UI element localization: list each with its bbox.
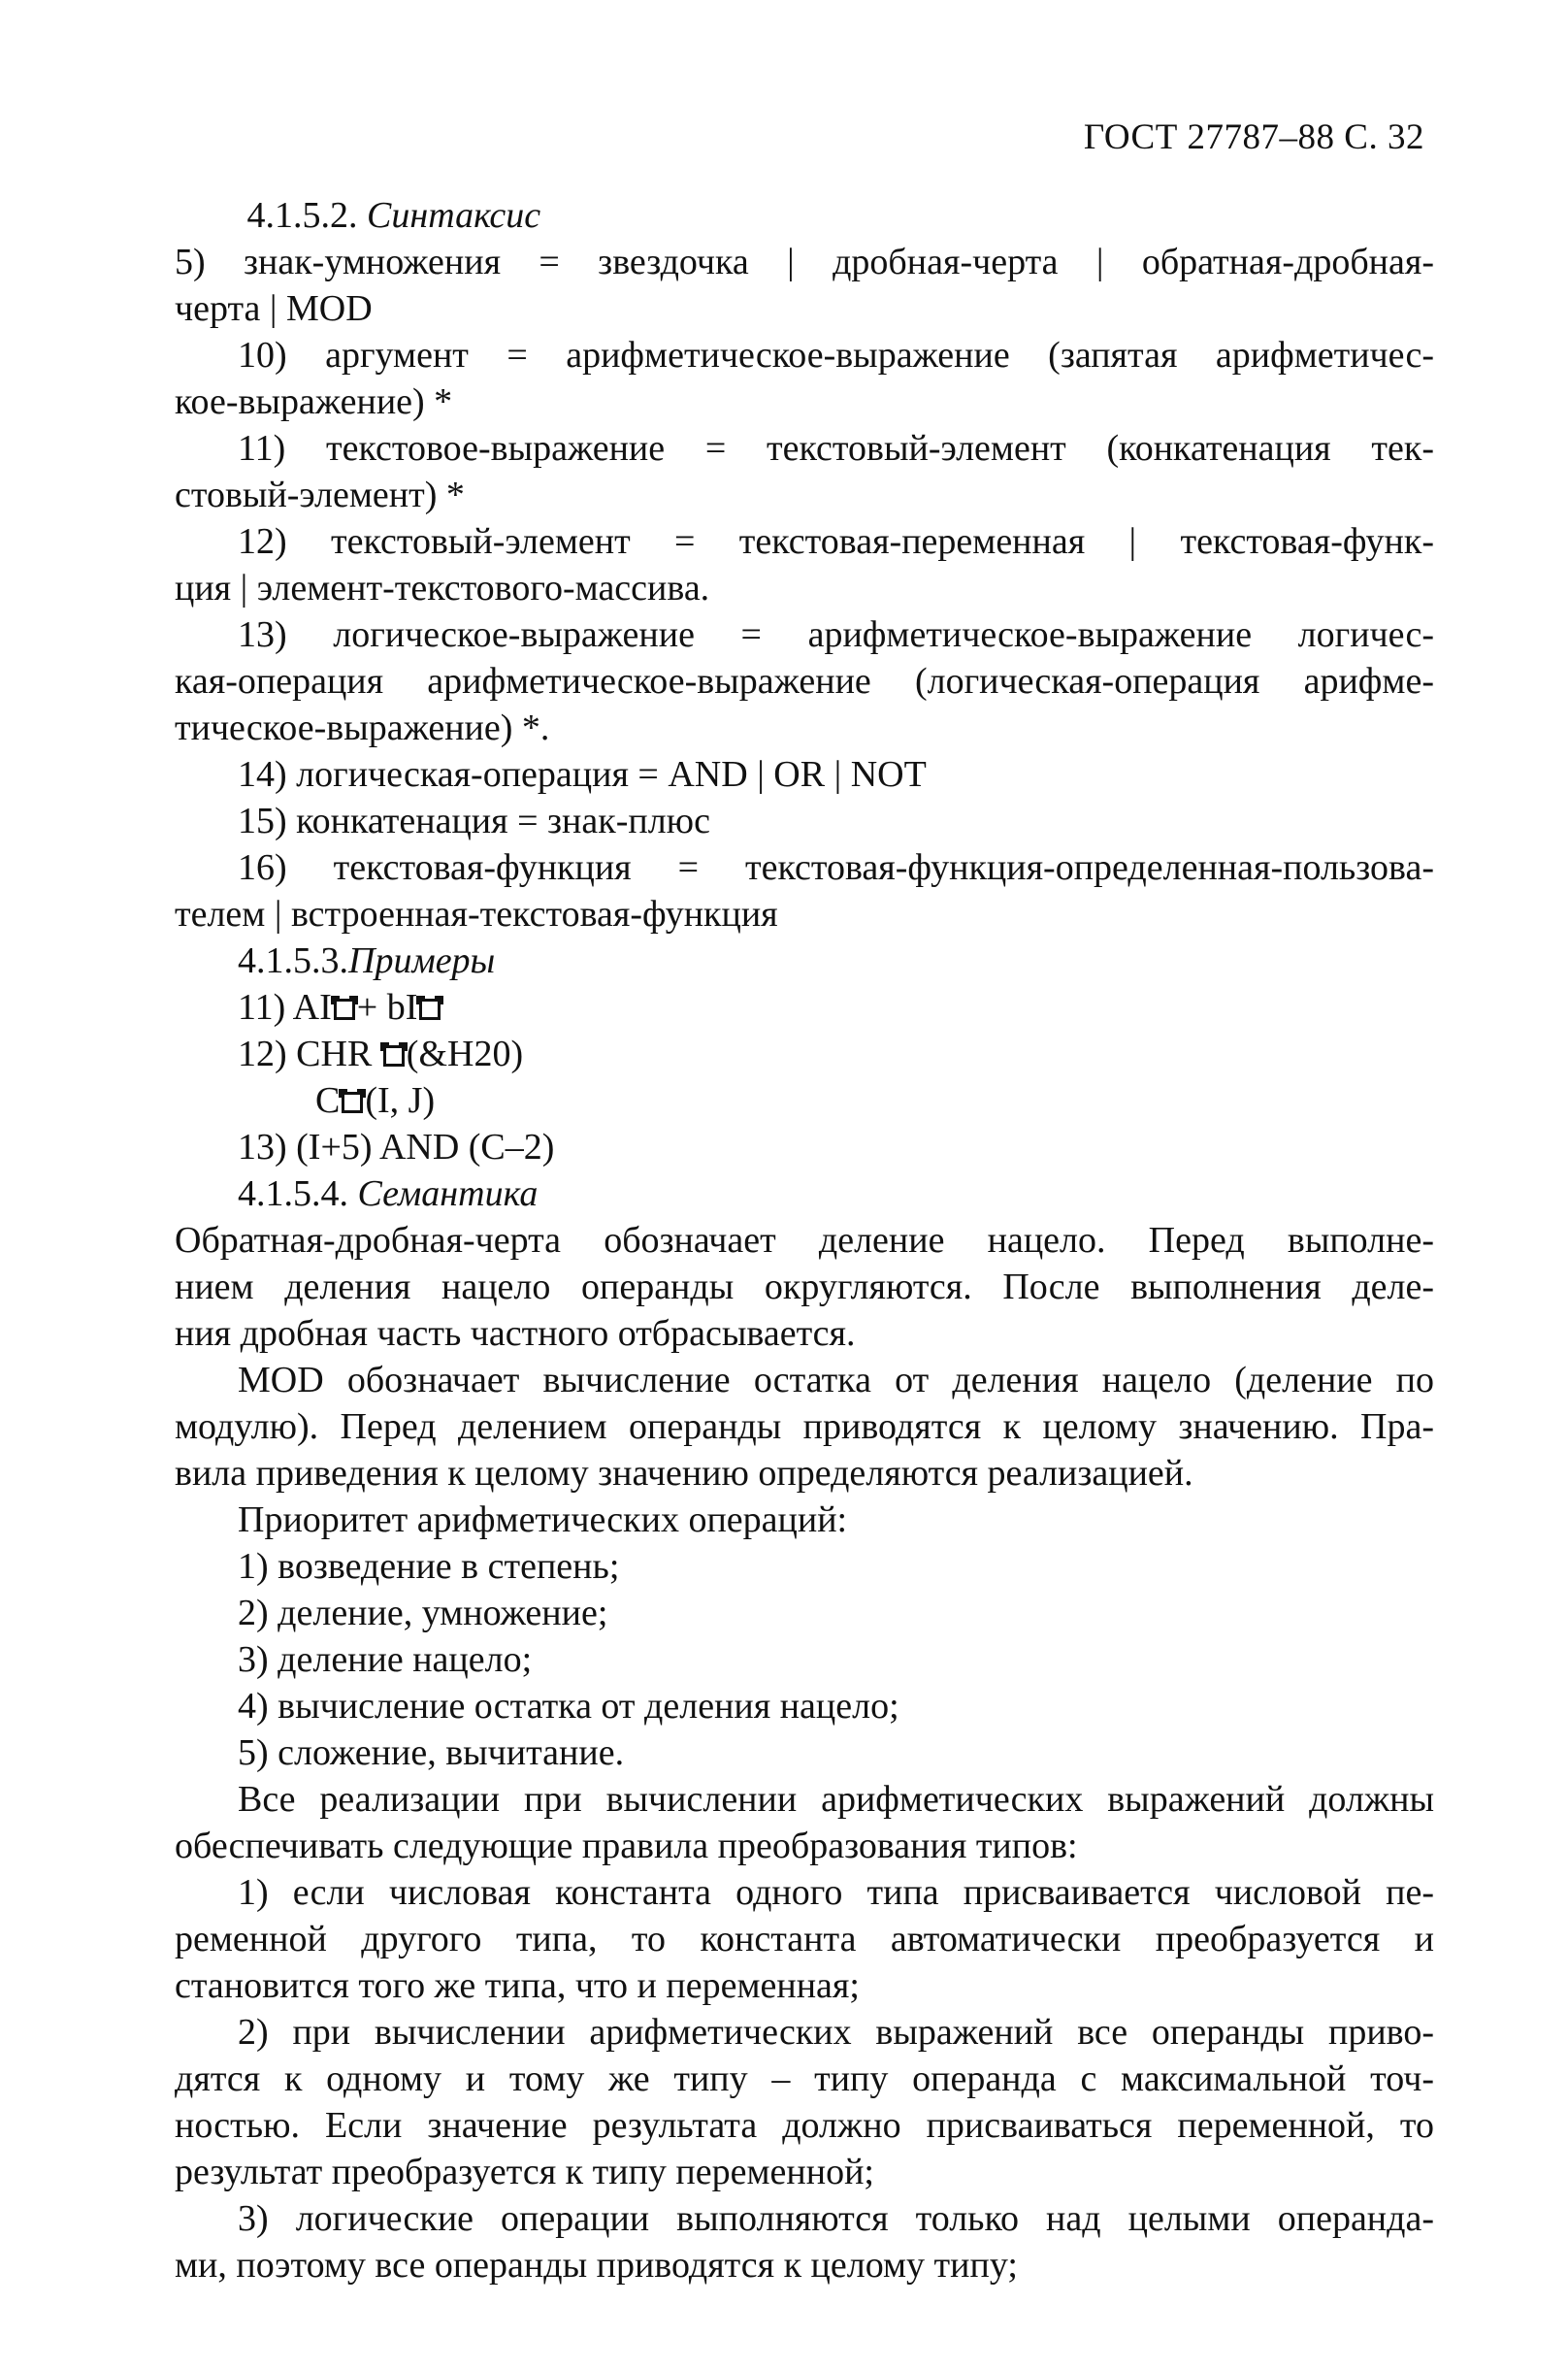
semantics-paragraph-3: Приоритет арифметических операций: [238,1499,848,1540]
rule-11: 11) текстовое-выражение = текстовый-элемент (конкатенация тек- стовый-элемент) * [175,428,1434,515]
body-column [175,192,1434,2288]
rule-15: 15) конкатенация = знак-плюс [238,801,710,841]
currency-sign-icon [383,1045,405,1067]
currency-sign-icon [419,999,441,1020]
list-item: 5) сложение, вычитание. [238,1732,625,1773]
semantics-heading: 4.1.5.4. Семантика [238,1173,539,1214]
syntax-heading [175,192,1434,239]
rule-12: 12) текстовый-элемент = текстовая-переменная | текстовая-функ- ция | элемент-текстового-массива. [175,521,1434,609]
conversion-rule-1: 1) если числовая константа одного типа присваивается числовой пе- ременной другого типа, то константа автоматически преобразуется и становится того же типа, что и переменная; [175,1872,1434,2006]
rule-13: 13) логическое-выражение = арифметическое-выражение логичес- кая-операция арифметическое-выражение (логическая-операция арифме- тическое-выражение) *. [175,614,1434,748]
rule-16: 16) текстовая-функция = текстовая-функция-определенная-пользова- телем | встроенная-текстовая-функция [175,847,1434,935]
rule-5: 5) знак-умножения = звездочка | дробная-черта | обратная-дробная- черта | MOD [175,242,1434,329]
syntax-heading-number: 4.1.5.2. [246,195,358,236]
examples [175,984,1434,1170]
rule-10: 10) аргумент = арифметическое-выражение (запятая арифметичес- кое-выражение) * [175,335,1434,422]
priority-list [175,1543,1434,1776]
semantics-paragraph-1: Обратная-дробная-черта обозначает деление нацело. Перед выполне- нием деления нацело операнды округляются. После выполнения деле- ния дробная часть частного отбрасывается. [175,1220,1434,1354]
currency-sign-icon [334,999,355,1020]
conversion-rules [175,1869,1434,2288]
conversion-rule-2: 2) при вычислении арифметических выражений все операнды приво- дятся к одному и тому же типу – типу операнда с максимальной точ- ностью. Если значение результата должно присваиваться переменной, то результат преобразуется к типу переменной; [175,2012,1434,2192]
example-13: 13) (I+5) AND (C–2) [238,1127,555,1168]
rule-14: 14) логическая-операция = AND | OR | NOT [238,754,927,795]
currency-sign-icon [342,1092,363,1113]
page-header: ГОСТ 27787–88 С. 32 [1083,117,1424,157]
semantics-paragraph-2: MOD обозначает вычисление остатка от деления нацело (деление по модулю). Перед делением операнды приводятся к целому значению. Пра- вила приведения к целому значению определяются реализацией. [175,1360,1434,1494]
syntax-rules [175,239,1434,938]
list-item: 4) вычисление остатка от деления нацело; [238,1686,899,1727]
list-item: 3) деление нацело; [238,1639,533,1680]
conversion-intro: Все реализации при вычислении арифметических выражений должны обеспечивать следующие правила преобразования типов: [175,1779,1434,1866]
conversion-rule-3: 3) логические операции выполняются только над целыми операнда- ми, поэтому все операнды приводятся к целому типу; [175,2198,1434,2286]
example-11: 11) AI + bI [175,984,1434,1031]
list-item: 2) деление, умножение; [238,1593,608,1633]
syntax-heading-title: Синтаксис [367,195,541,236]
examples-heading: 4.1.5.3.Примеры [238,940,496,981]
example-12: 12) CHR (&H20) [238,1034,524,1074]
list-item: 1) возведение в степень; [238,1546,620,1587]
example-12-continued: C (I, J) [315,1080,436,1121]
semantics-text [175,1217,1434,1543]
